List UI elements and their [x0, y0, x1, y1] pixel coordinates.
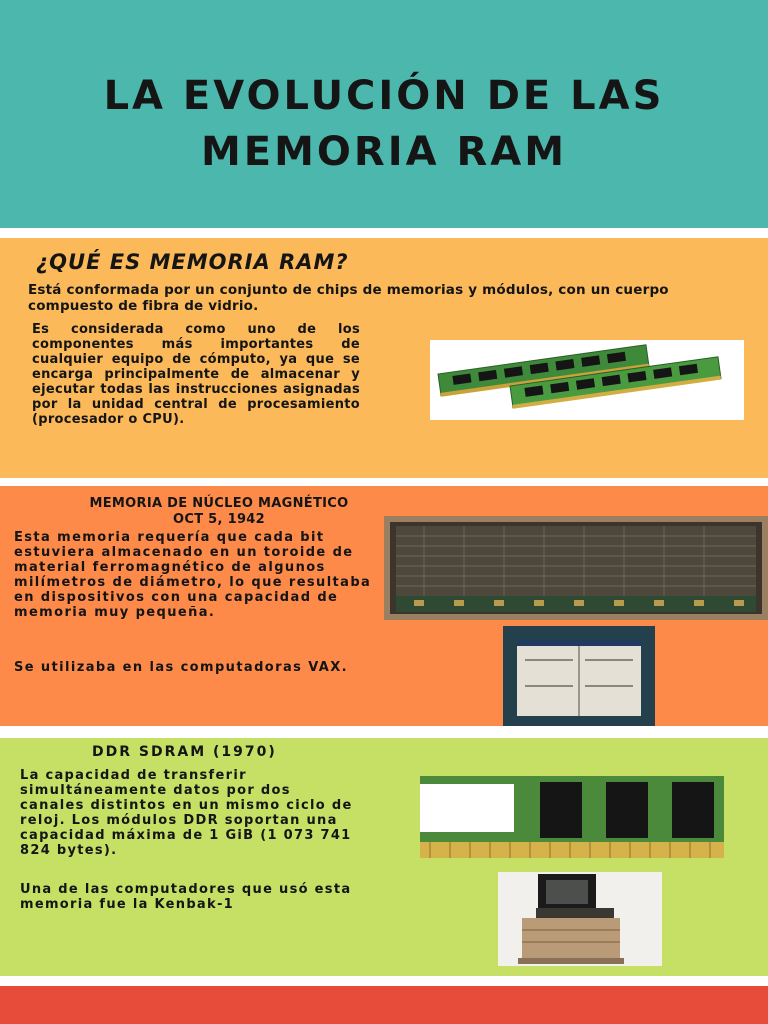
- usage-paragraph: Se utilizaba en las computadoras VAX.: [14, 660, 348, 675]
- body-paragraph: Esta memoria requería que cada bit estuviera almacenado en un toroide de material ferromagnético de algunos milímetros de diámetro, lo que resultaba en dispositivos con una capacidad de memoria muy pequeña.: [14, 530, 372, 620]
- heading-date: OCT 5, 1942: [173, 512, 265, 527]
- section-what-is-ram: [0, 238, 768, 478]
- footer-band: [0, 986, 768, 1024]
- kenbak-computer-image: [498, 872, 662, 966]
- usage-paragraph: Una de las computadores que usó esta memoria fue la Kenbak-1: [20, 882, 352, 912]
- title-banner: [0, 0, 768, 228]
- section-heading: DDR SDRAM (1970): [92, 744, 277, 760]
- ddr-module-image: [420, 776, 724, 858]
- section-heading: ¿QUÉ ES MEMORIA RAM?: [36, 250, 349, 274]
- section-heading: [40, 496, 398, 528]
- vax-computer-image: [503, 626, 655, 726]
- detail-paragraph: Es considerada como uno de los componentes más importantes de cualquier equipo de cómputo, ya que se encarga principalmente de almacenar y ejecutar todas las instrucciones asignadas por la unidad central de procesamiento (procesador o CPU).: [32, 322, 360, 427]
- core-memory-board-image: [384, 516, 768, 620]
- section-magnetic-core: [0, 486, 768, 726]
- body-paragraph: La capacidad de transferir simultáneamente datos por dos canales distintos en un mismo ciclo de reloj. Los módulos DDR soportan una capacidad máxima de 1 GiB (1 073 741 824 bytes).: [20, 768, 353, 858]
- intro-paragraph: Está conformada por un conjunto de chips de memorias y módulos, con un cuerpo compuesto de fibra de vidrio.: [28, 282, 669, 314]
- heading-line: MEMORIA DE NÚCLEO MAGNÉTICO: [89, 496, 349, 511]
- page-title: LA EVOLUCIÓN DE LAS MEMORIA RAM: [103, 73, 665, 175]
- section-ddr-sdram: [0, 738, 768, 976]
- ram-modules-image: [430, 340, 744, 420]
